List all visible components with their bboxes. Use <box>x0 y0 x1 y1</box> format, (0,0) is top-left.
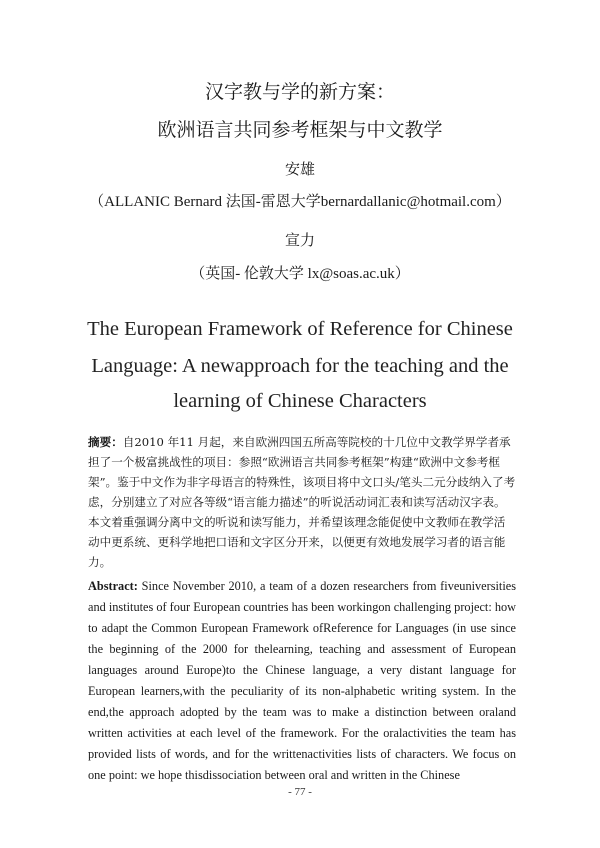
chinese-title-line-2: 欧洲语言共同参考框架与中文教学 <box>157 119 443 141</box>
page-number: - 77 - <box>288 786 312 798</box>
english-title-line-3: learning of Chinese Characters <box>173 390 427 412</box>
english-abstract-label: Abstract: <box>88 579 138 593</box>
author-1-name: 安雄 <box>284 160 315 178</box>
chinese-abstract-label: 摘要： <box>88 435 123 449</box>
chinese-abstract-text: 自2010 年11 月起，来自欧洲四国五所高等院校的十几位中文教学界学者承担了一个极富挑战性的项目：参照“欧洲语言共同参考框架”构建“欧洲中文参考框架”。鉴于中文作为非字母语言的特殊性，该项目将中文口头/笔头二元分歧纳入了考虑，分别建立了对应各等级“语言能力描述”的听说活动词汇表和读写活动汉字表。本文着重强调分离中文的听说和读写能力，并希望该理念能促使中文教师在教学活动中更系统、更科学地把口语和文字区分开来，以便更有效地发展学习者的语言能力。 <box>88 435 516 569</box>
english-title-line-2: Language: A newapproach for the teaching and the <box>91 355 509 377</box>
english-title-line-1: The European Framework of Reference for Chinese <box>87 318 513 340</box>
author-2-name: 宣力 <box>284 231 315 249</box>
english-abstract <box>88 576 516 786</box>
chinese-title-line-1: 汉字教与学的新方案： <box>204 81 395 103</box>
chinese-abstract <box>88 432 516 572</box>
english-abstract-text: Since November 2010, a team of a dozen researchers from fiveuniversities and institutes of four European countries has been workingon challenging project: how to adapt the Common European Framework ofReference for Languages (in use since the beginning of the 2000 for thelearning, teaching and assessment of European languages around Europe)to the Chinese language, a very distant language for European learners,with the peculiarity of its non-alphabetic writing system. In the end,the approach adopted by the team was to make a distinction between oraland written activities at each level of the framework. For the oralactivities the team has provided lists of words, and for the writtenactivities lists of characters. We focus on one point: we hope thisdissociation between oral and written in the Chinese <box>88 579 516 782</box>
author-2-affiliation: （英国- 伦敦大学 lx@soas.ac.uk） <box>190 266 410 282</box>
author-1-affiliation: （ALLANIC Bernard 法国-雷恩大学bernardallanic@hotmail.com） <box>89 194 511 210</box>
